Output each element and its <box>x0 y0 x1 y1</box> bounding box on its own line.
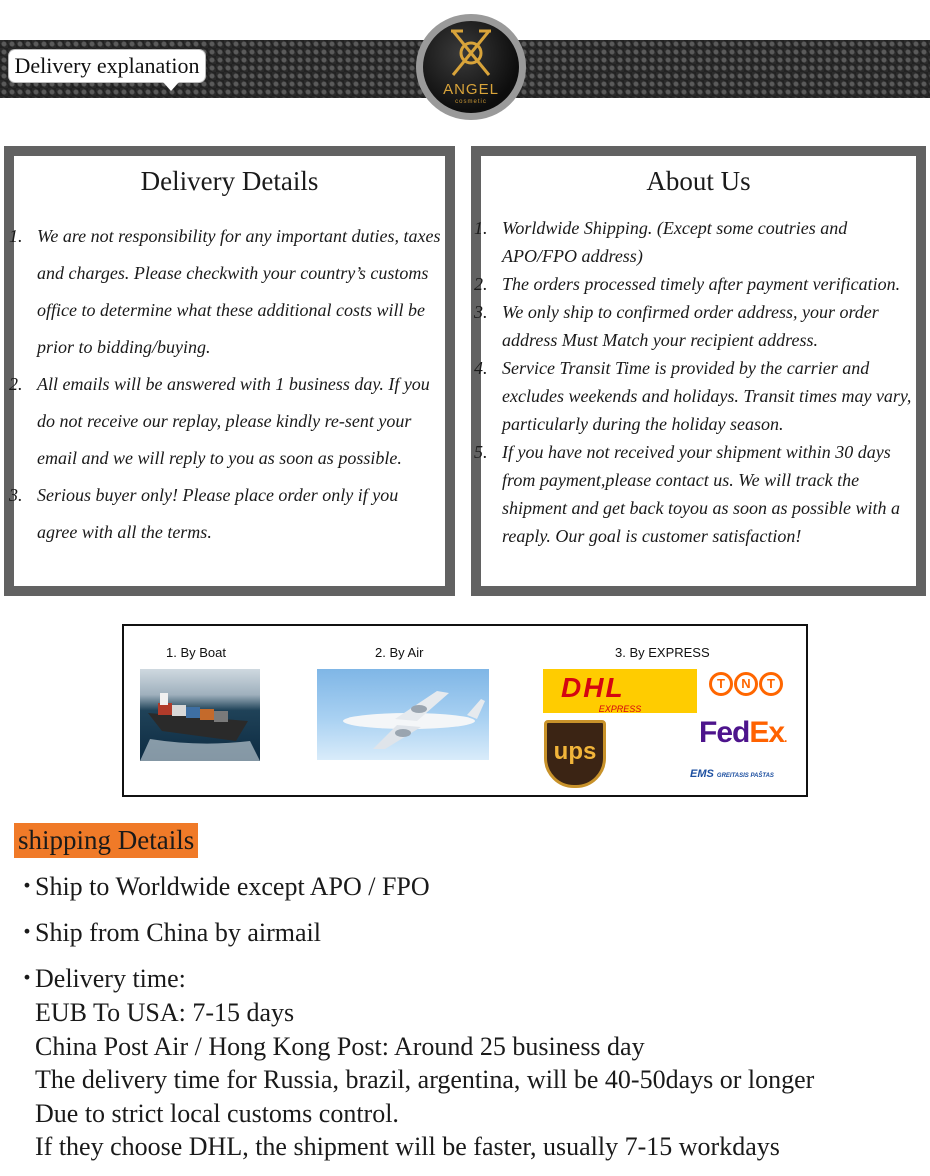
logo-wordmark: ANGEL <box>443 81 499 98</box>
list-item: ・ Ship to Worldwide except APO / FPO <box>14 870 34 904</box>
by-air-label: 2. By Air <box>375 645 424 660</box>
angel-logo <box>416 14 526 120</box>
ups-logo: ups <box>544 720 606 788</box>
about-us-list <box>474 214 913 550</box>
cargo-ship-image <box>140 669 260 761</box>
about-us-title: About Us <box>646 166 751 196</box>
delivery-line: If they choose DHL, the shipment will be faster, usually 7-15 workdays <box>35 1132 780 1162</box>
list-item: 2. All emails will be answered with 1 business day. If you do not receive our replay, please kindly re-sent your email and we will reply to you as soon as possible. <box>9 374 430 468</box>
list-item: ・ Delivery time: <box>14 962 34 996</box>
logo-subtitle: cosmetic <box>455 99 487 105</box>
delivery-details-list <box>9 218 443 551</box>
delivery-line: China Post Air / Hong Kong Post: Around 25 business day <box>35 1031 645 1061</box>
angel-logo-mark-icon <box>449 27 493 79</box>
list-item: 1. We are not responsibility for any important duties, taxes and charges. Please checkwith your country’s customs office to determine what these additional costs will be prior to bidding/buying. <box>9 226 441 357</box>
list-item: 1. Worldwide Shipping. (Except some coutries and APO/FPO address) <box>474 218 848 266</box>
cargo-ship-icon <box>140 669 260 761</box>
shipping-methods-box <box>122 624 808 797</box>
bullet-icon: ・ <box>14 918 41 947</box>
delivery-line: The delivery time for Russia, brazil, argentina, will be 40-50days or longer <box>35 1065 815 1095</box>
bullet-icon: ・ <box>14 872 41 901</box>
fedex-logo: FedEx. <box>699 716 787 749</box>
delivery-details-title: Delivery Details <box>140 166 319 196</box>
list-item: ・ Ship from China by airmail <box>14 916 34 950</box>
list-item: 3. Serious buyer only! Please place order only if you agree with all the terms. <box>9 485 399 542</box>
bullet-icon: ・ <box>14 964 41 993</box>
list-item: 5. If you have not received your shipment within 30 days from payment,please contact us. We will track the shipment and get back toyou as soon as possible with a reaply. Our goal is customer satisfaction! <box>474 442 900 546</box>
delivery-time-lines <box>35 996 814 1164</box>
delivery-line: EUB To USA: 7-15 days <box>35 998 295 1027</box>
list-item: 3. We only ship to confirmed order address, your order address Must Match your recipient address. <box>474 302 879 350</box>
by-boat-label: 1. By Boat <box>166 645 226 660</box>
airplane-image <box>317 669 489 760</box>
about-us-panel <box>471 146 926 596</box>
tnt-logo: T N T <box>709 672 791 704</box>
delivery-line: Due to strict local customs control. <box>35 1098 399 1128</box>
dhl-logo: DHL EXPRESS <box>543 669 697 713</box>
list-item: 2. The orders processed timely after payment verification. <box>474 274 901 294</box>
delivery-details-panel <box>4 146 455 596</box>
shipping-details-heading: shipping Details <box>14 823 198 858</box>
by-express-label: 3. By EXPRESS <box>615 645 710 660</box>
airplane-icon <box>317 669 489 760</box>
ems-logo: EMS GREITASIS PAŠTAS <box>690 768 774 780</box>
list-item: 4. Service Transit Time is provided by the carrier and excludes weekends and holidays. Transit times may vary, particularly during the holiday season. <box>474 358 912 434</box>
delivery-explanation-tag: Delivery explanation <box>8 49 206 83</box>
